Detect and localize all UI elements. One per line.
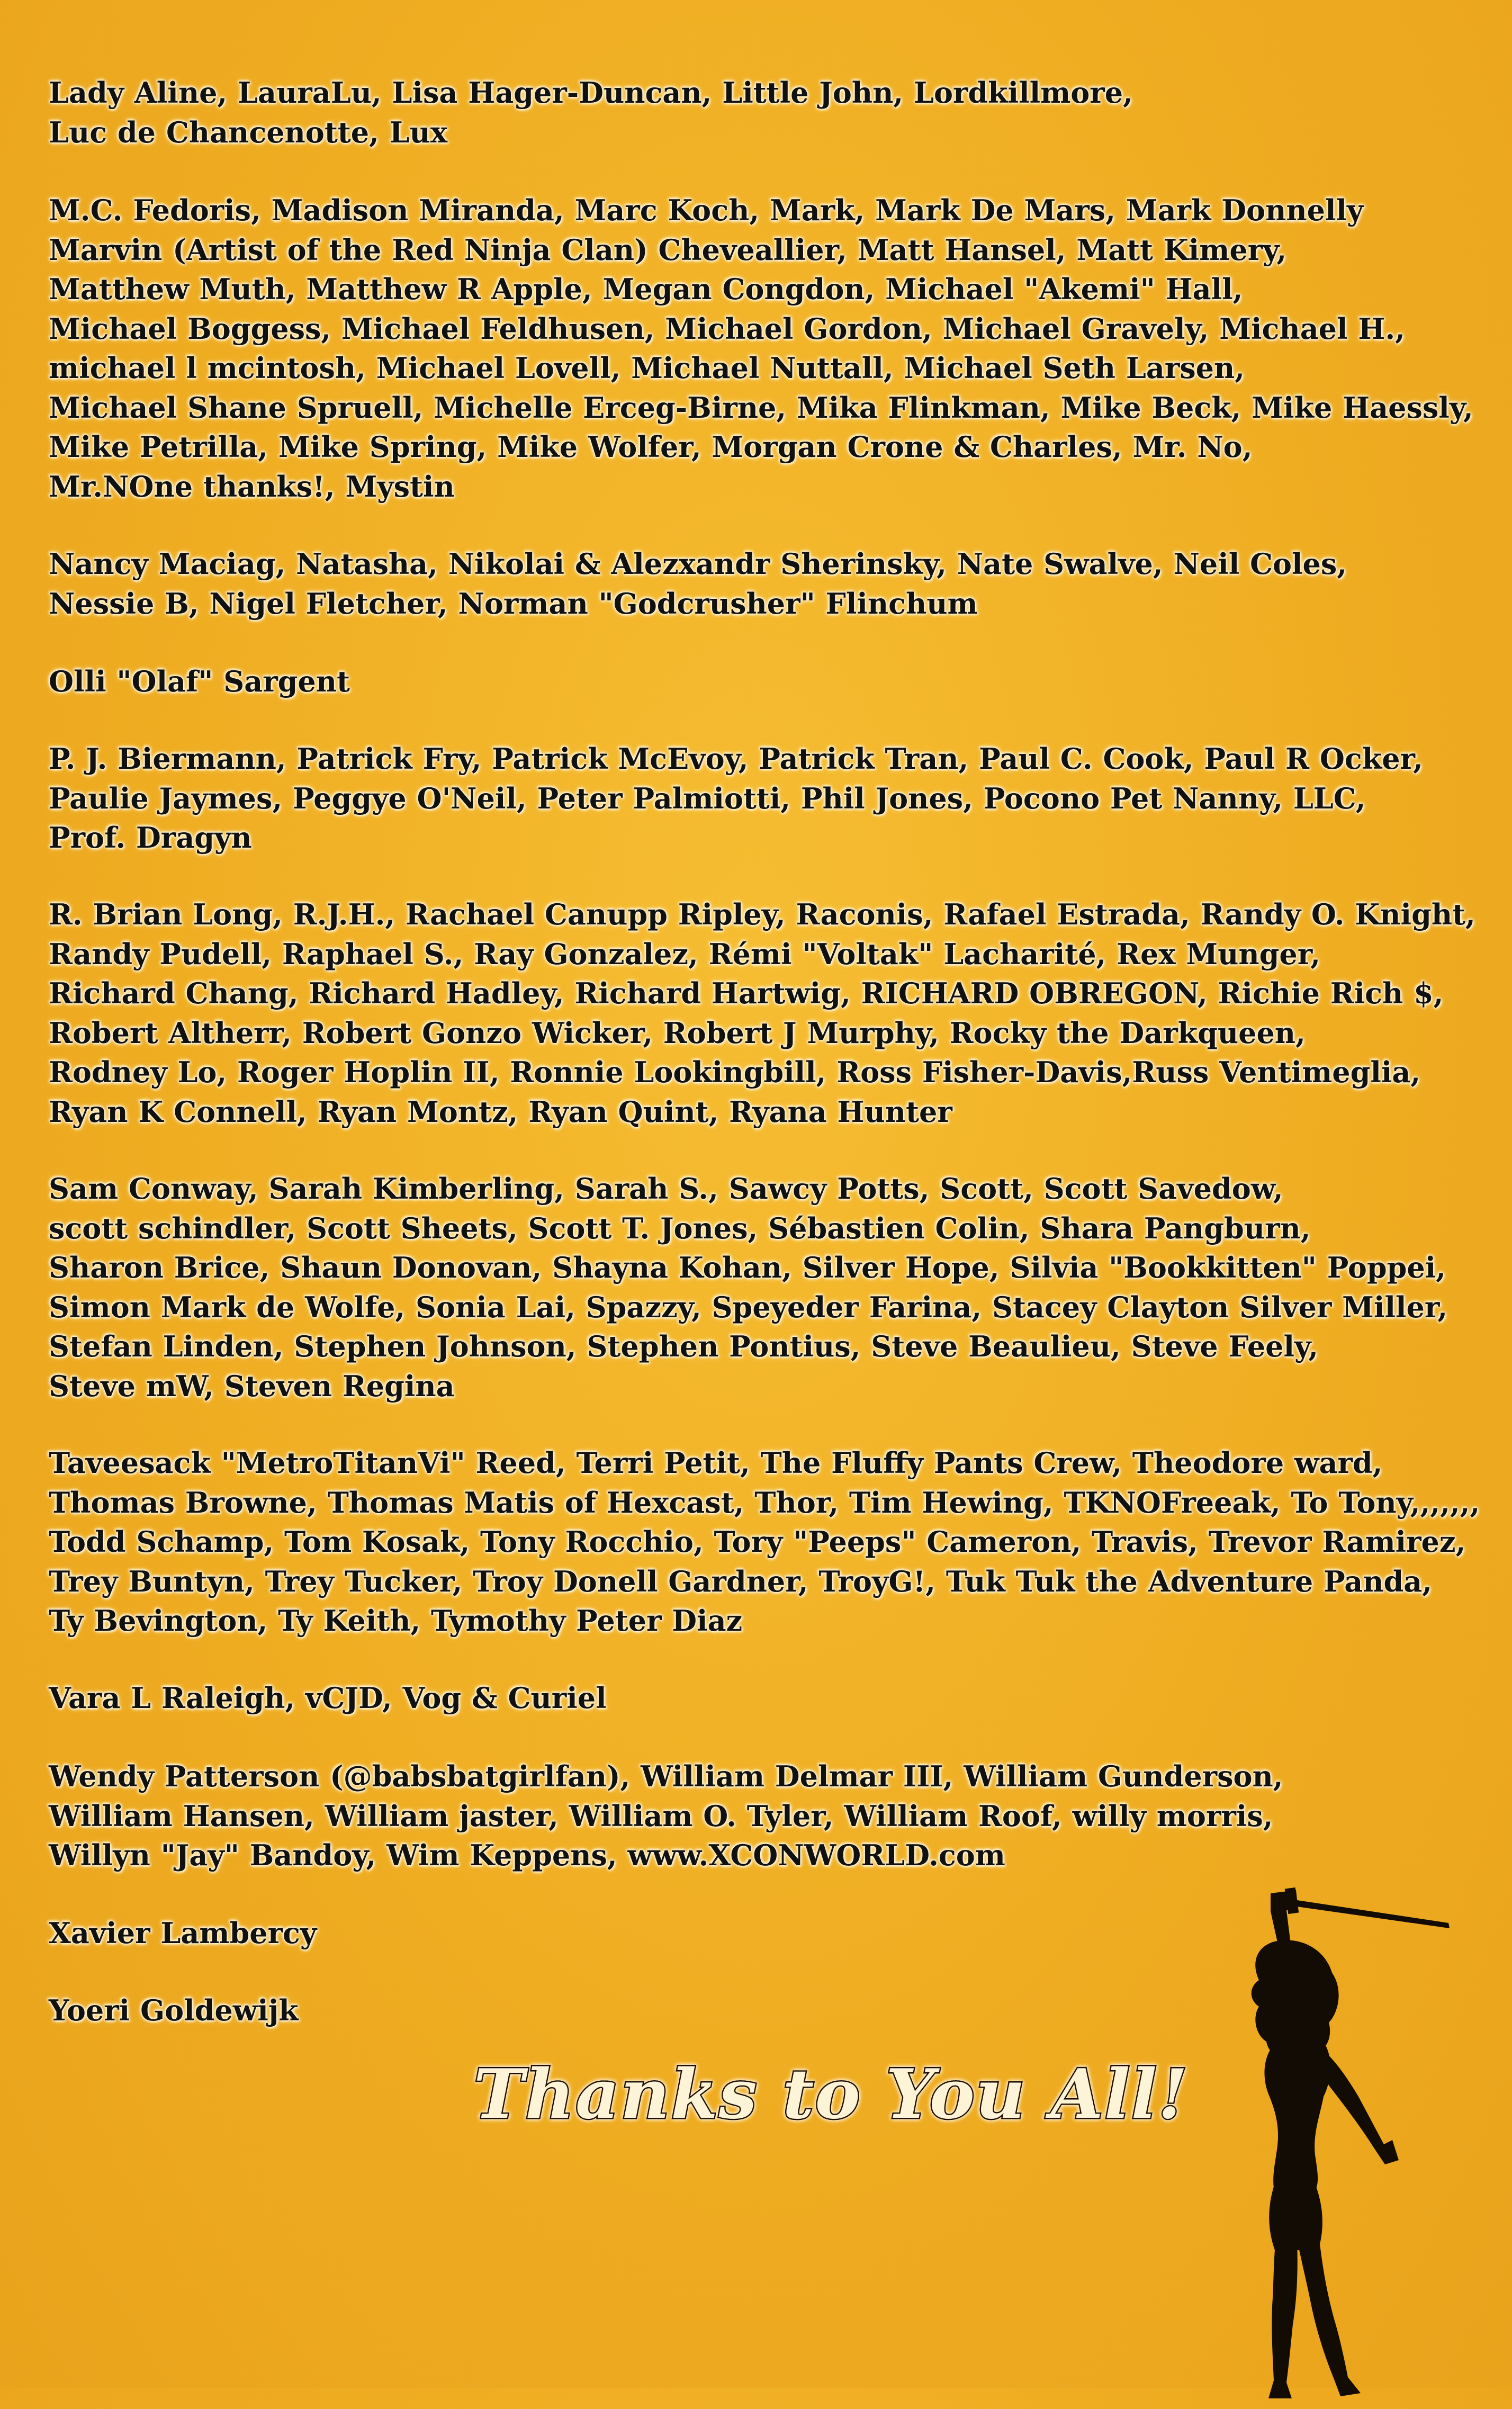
name-line: R. Brian Long, R.J.H., Rachael Canupp Ripley, Raconis, Rafael Estrada, Randy O. Knight, [49, 897, 1475, 931]
name-line: Sharon Brice, Shaun Donovan, Shayna Kohan, Silver Hope, Silvia "Bookkitten" Poppei, [49, 1251, 1446, 1284]
names-paragraph-v [49, 1678, 1494, 1718]
name-line: Michael Shane Spruell, Michelle Erceg-Birne, Mika Flinkman, Mike Beck, Mike Haessly, [49, 390, 1473, 425]
name-line: M.C. Fedoris, Madison Miranda, Marc Koch, Mark, Mark De Mars, Mark Donnelly [49, 193, 1364, 227]
name-line: William Hansen, William jaster, William O. Tyler, William Roof, willy morris, [49, 1799, 1273, 1833]
names-paragraph-r [49, 895, 1494, 1131]
name-line: Marvin (Artist of the Red Ninja Clan) Cheveallier, Matt Hansel, Matt Kimery, [49, 232, 1287, 267]
name-line: Yoeri Goldewijk [49, 1993, 299, 2027]
name-line: Lady Aline, LauraLu, Lisa Hager-Duncan, Little John, Lordkillmore, [49, 76, 1133, 110]
names-paragraph-t [49, 1443, 1494, 1641]
closing-title-text: Thanks to You All! [473, 2055, 1189, 2134]
name-line: Simon Mark de Wolfe, Sonia Lai, Spazzy, Speyeder Farina, Stacey Clayton Silver Miller, [49, 1290, 1448, 1324]
names-paragraph-l [49, 73, 1494, 152]
name-line: Prof. Dragyn [49, 821, 252, 855]
names-paragraph-n [49, 544, 1494, 623]
name-line: scott schindler, Scott Sheets, Scott T. Jones, Sébastien Colin, Shara Pangburn, [49, 1211, 1311, 1245]
name-line: Nancy Maciag, Natasha, Nikolai & Alezxandr Sherinsky, Nate Swalve, Neil Coles, [49, 547, 1347, 581]
name-line: Rodney Lo, Roger Hoplin II, Ronnie Lookingbill, Ross Fisher-Davis,Russ Ventimeglia, [49, 1055, 1421, 1089]
name-line: Taveesack "MetroTitanVi" Reed, Terri Petit, The Fluffy Pants Crew, Theodore ward, [49, 1446, 1383, 1480]
name-line: Steve mW, Steven Regina [49, 1369, 455, 1403]
name-line: Trey Buntyn, Trey Tucker, Troy Donell Gardner, TroyG!, Tuk Tuk the Adventure Panda, [49, 1564, 1433, 1598]
name-line: Robert Altherr, Robert Gonzo Wicker, Robert J Murphy, Rocky the Darkqueen, [49, 1015, 1306, 1050]
name-line: Todd Schamp, Tom Kosak, Tony Rocchio, Tory "Peeps" Cameron, Travis, Trevor Ramirez, [49, 1525, 1466, 1559]
name-line: Luc de Chancenotte, Lux [49, 115, 448, 149]
name-line: Thomas Browne, Thomas Matis of Hexcast, Thor, Tim Hewing, TKNOFreeak, To Tony,,,,,,, [49, 1485, 1480, 1520]
name-line: Vara L Raleigh, vCJD, Vog & Curiel [49, 1681, 607, 1715]
warrior-woman-silhouette-icon [1207, 1848, 1461, 2409]
name-line: michael l mcintosh, Michael Lovell, Michael Nuttall, Michael Seth Larsen, [49, 351, 1245, 385]
name-line: Wendy Patterson (@babsbatgirlfan), William Delmar III, William Gunderson, [49, 1759, 1283, 1793]
name-line: P. J. Biermann, Patrick Fry, Patrick McEvoy, Patrick Tran, Paul C. Cook, Paul R Ocker, [49, 742, 1423, 776]
name-line: Xavier Lambercy [49, 1916, 317, 1950]
name-line: Mike Petrilla, Mike Spring, Mike Wolfer, Morgan Crone & Charles, Mr. No, [49, 430, 1253, 464]
names-paragraph-o [49, 662, 1494, 702]
name-line: Matthew Muth, Matthew R Apple, Megan Congdon, Michael "Akemi" Hall, [49, 272, 1243, 306]
name-line: Stefan Linden, Stephen Johnson, Stephen Pontius, Steve Beaulieu, Steve Feely, [49, 1329, 1319, 1363]
name-line: Ryan K Connell, Ryan Montz, Ryan Quint, Ryana Hunter [49, 1094, 952, 1129]
name-line: Nessie B, Nigel Fletcher, Norman "Godcrusher" Flinchum [49, 586, 978, 621]
names-paragraph-p [49, 739, 1494, 858]
name-line: Michael Boggess, Michael Feldhusen, Michael Gordon, Michael Gravely, Michael H., [49, 311, 1405, 346]
name-line: Sam Conway, Sarah Kimberling, Sarah S., Sawcy Potts, Scott, Scott Savedow, [49, 1172, 1283, 1206]
names-paragraph-s [49, 1169, 1494, 1406]
name-line: Olli "Olaf" Sargent [49, 664, 350, 698]
name-line: Ty Bevington, Ty Keith, Tymothy Peter Diaz [49, 1604, 743, 1638]
name-line: Paulie Jaymes, Peggye O'Neil, Peter Palmiotti, Phil Jones, Pocono Pet Nanny, LLC, [49, 781, 1366, 815]
name-line: Richard Chang, Richard Hadley, Richard Hartwig, RICHARD OBREGON, Richie Rich $, [49, 976, 1444, 1010]
closing-script-title [434, 2044, 1228, 2150]
name-line: Willyn "Jay" Bandoy, Wim Keppens, www.XCONWORLD.com [49, 1838, 1005, 1872]
name-line: Mr.NOne thanks!, Mystin [49, 469, 455, 504]
name-line: Randy Pudell, Raphael S., Ray Gonzalez, Rémi "Voltak" Lacharité, Rex Munger, [49, 937, 1321, 971]
names-paragraph-m [49, 191, 1494, 506]
